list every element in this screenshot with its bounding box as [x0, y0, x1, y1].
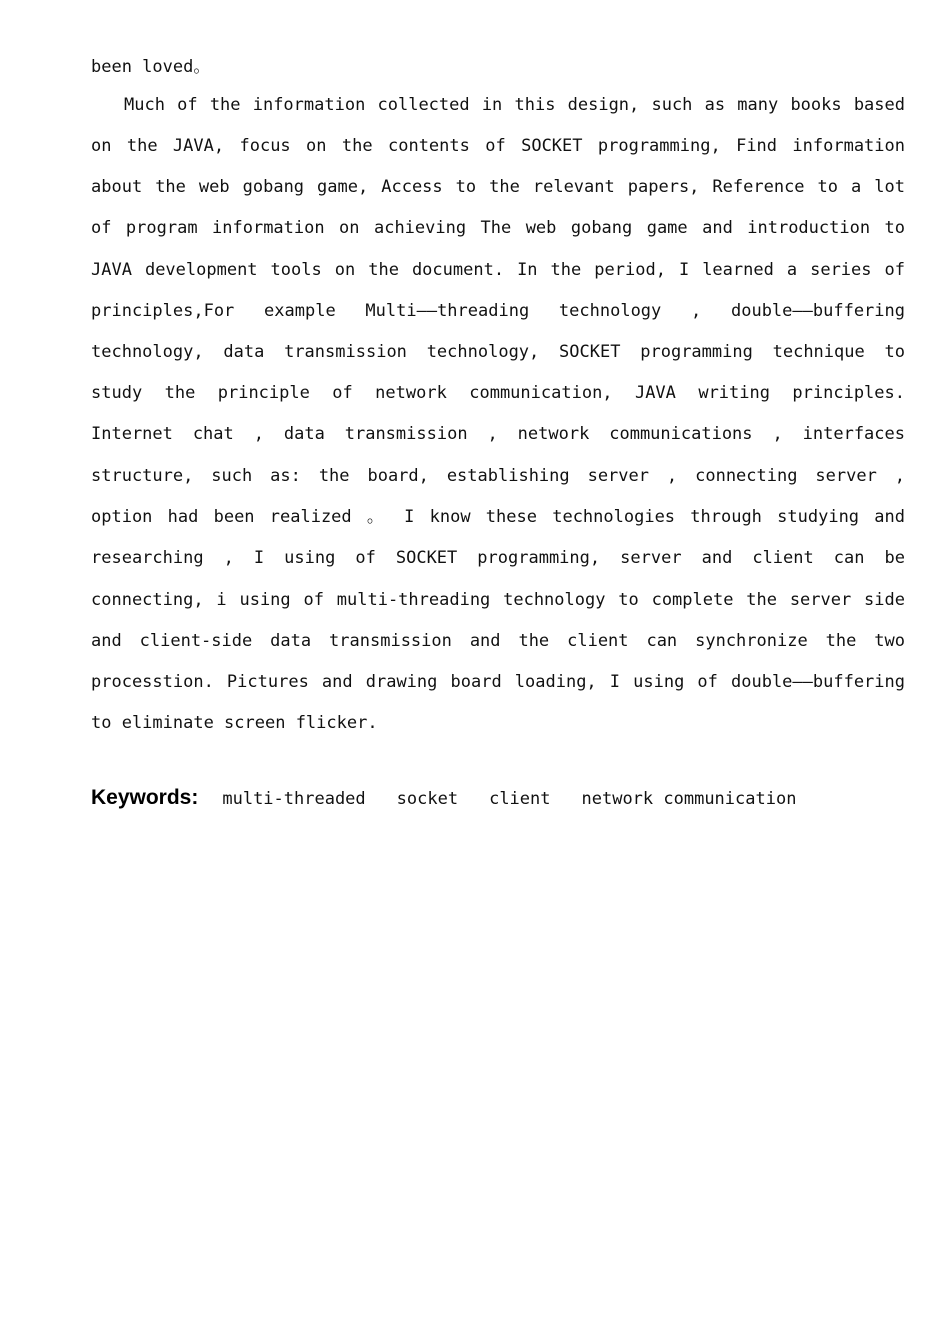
paragraph-line: principles,For example Multi——threading technology , double——buffering: [91, 301, 905, 321]
paragraph-line: JAVA development tools on the document. In the period, I learned a series of: [91, 260, 905, 280]
paragraph-line: processtion. Pictures and drawing board loading, I using of double——buffering: [91, 672, 905, 692]
keyword-item: client: [489, 789, 551, 809]
keyword-item: socket: [396, 789, 459, 809]
paragraph-line: on the JAVA, focus on the contents of SOCKET programming, Find information: [91, 136, 905, 156]
paragraph-line: researching , I using of SOCKET programming, server and client can be: [91, 548, 905, 568]
keyword-item: multi-threaded: [222, 789, 366, 809]
paragraph-line: study the principle of network communication, JAVA writing principles.: [91, 383, 905, 403]
paragraph-line: technology, data transmission technology, SOCKET programming technique to: [91, 342, 905, 362]
paragraph-line: option had been realized 。 I know these technologies through studying and: [91, 507, 905, 527]
keywords-section: [91, 786, 796, 814]
paragraph-line: connecting, i using of multi-threading technology to complete the server side: [91, 590, 905, 610]
paragraph-line: about the web gobang game, Access to the relevant papers, Reference to a lot: [91, 177, 905, 197]
paragraph-line: and client-side data transmission and the client can synchronize the two: [91, 631, 905, 651]
paragraph-line: of program information on achieving The web gobang game and introduction to: [91, 218, 905, 238]
paragraph-line: Much of the information collected in this design, such as many books based: [124, 95, 905, 115]
paragraph-line: structure, such as: the board, establishing server , connecting server ,: [91, 466, 905, 486]
paragraph-line: been loved。: [91, 57, 211, 77]
paragraph-line: to eliminate screen flicker.: [91, 713, 378, 733]
paragraph-line: Internet chat , data transmission , network communications , interfaces: [91, 424, 905, 444]
keyword-item: network communication: [581, 789, 797, 809]
keywords-label: Keywords:: [91, 786, 199, 809]
